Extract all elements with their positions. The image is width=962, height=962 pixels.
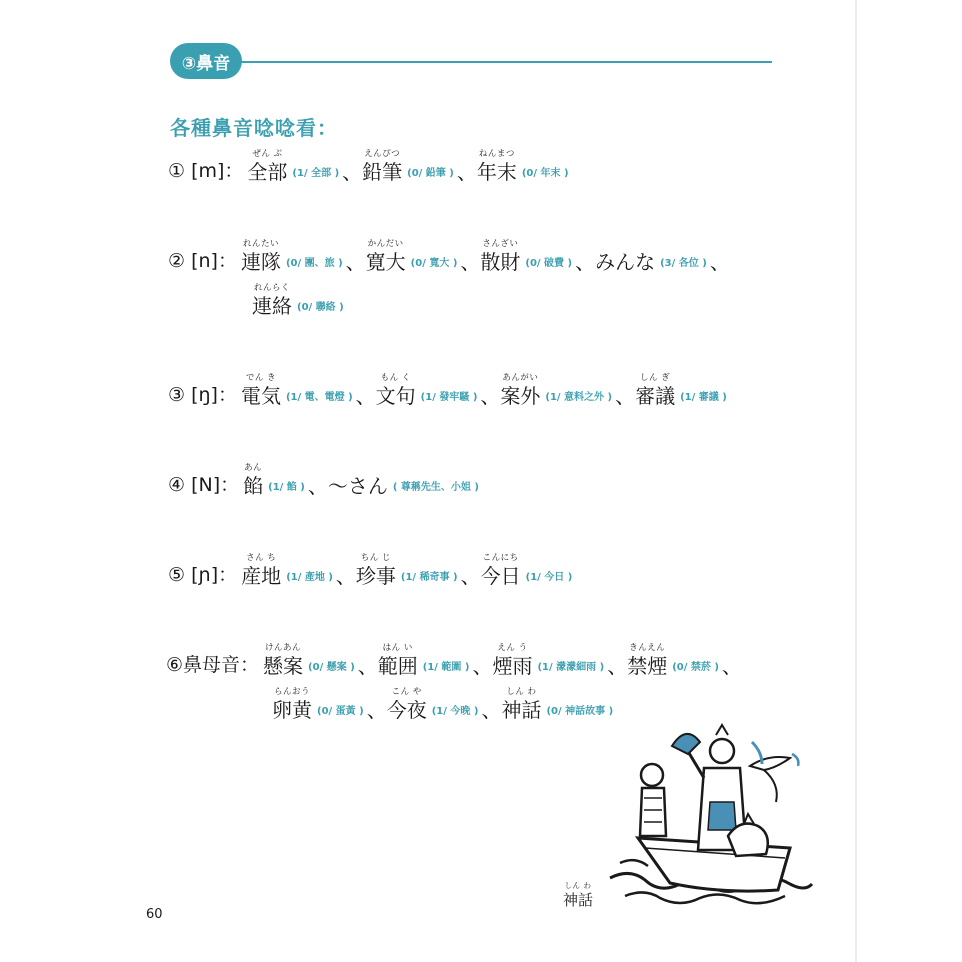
separator: 、 bbox=[480, 384, 501, 408]
word-text: 餡 bbox=[243, 474, 264, 498]
vocab-word bbox=[243, 463, 263, 498]
furigana: かんだい bbox=[367, 239, 404, 249]
word-note: (0/ 懸案 ) bbox=[308, 662, 355, 673]
vocab-word bbox=[500, 373, 540, 408]
separator: 、 bbox=[456, 160, 477, 184]
word-note: (1/ 稀奇事 ) bbox=[400, 572, 458, 583]
word-note: (1/ 發牢騷 ) bbox=[420, 392, 478, 403]
word-text: 鉛筆 bbox=[362, 160, 403, 184]
furigana: れんらく bbox=[253, 283, 290, 293]
furigana: ねんまつ bbox=[478, 149, 515, 159]
entry-line bbox=[168, 239, 730, 274]
page-number: 60 bbox=[146, 907, 163, 922]
word-text: 散財 bbox=[480, 250, 521, 274]
word-note: (0/ 蛋黃 ) bbox=[317, 706, 364, 717]
vocab-word bbox=[480, 239, 520, 274]
furigana: えん う bbox=[497, 643, 528, 653]
separator: 、 bbox=[575, 250, 596, 274]
word-text: 今夜 bbox=[386, 698, 427, 722]
entry-line bbox=[168, 463, 482, 498]
word-note: ( 尊稱先生、小姐 ) bbox=[392, 482, 479, 493]
word-text: 懸案 bbox=[263, 654, 304, 678]
word-text: 文句 bbox=[375, 384, 416, 408]
word-text: 審議 bbox=[635, 384, 676, 408]
word-text: 連絡 bbox=[252, 294, 292, 318]
entry-line bbox=[166, 643, 742, 678]
word-text: 煙雨 bbox=[492, 654, 533, 678]
caption-word: 神話 bbox=[563, 891, 594, 909]
vocab-word bbox=[263, 643, 303, 678]
word-note: (1/ 範圍 ) bbox=[422, 662, 470, 673]
vocab-word bbox=[492, 643, 532, 678]
entry-line bbox=[272, 687, 616, 722]
entry-marker: ④ [N]： bbox=[168, 474, 240, 496]
caption-furigana: しん わ bbox=[564, 881, 592, 890]
furigana: しん わ bbox=[506, 687, 537, 697]
word-text: 珍事 bbox=[355, 564, 396, 588]
entry-line bbox=[168, 149, 572, 184]
word-text: 今日 bbox=[480, 564, 521, 588]
entry-line bbox=[168, 373, 730, 408]
separator: 、 bbox=[481, 698, 502, 722]
separator: 、 bbox=[615, 384, 636, 408]
word-note: (0/ 團、旅 ) bbox=[285, 258, 343, 269]
word-text: 神話 bbox=[501, 698, 542, 722]
furigana: えんぴつ bbox=[364, 149, 401, 159]
vocab-word bbox=[376, 373, 416, 408]
word-text: みんな bbox=[595, 250, 656, 274]
vocab-word bbox=[378, 643, 418, 678]
word-text: 連隊 bbox=[240, 250, 281, 274]
word-note: (0/ 神話故事 ) bbox=[546, 706, 614, 717]
furigana: きんえん bbox=[629, 643, 666, 653]
word-text: 禁煙 bbox=[627, 654, 668, 678]
furigana: もん く bbox=[380, 373, 411, 383]
furigana: らんおう bbox=[273, 687, 310, 697]
furigana: はん い bbox=[382, 643, 413, 653]
separator: 、 bbox=[721, 654, 742, 678]
word-note: (1/ 審議 ) bbox=[680, 392, 727, 403]
separator: 、 bbox=[460, 564, 481, 588]
vocab-word bbox=[356, 553, 396, 588]
vocab-word bbox=[241, 553, 281, 588]
vocab-word bbox=[328, 463, 388, 498]
word-text: 寛大 bbox=[365, 250, 406, 274]
separator: 、 bbox=[345, 250, 366, 274]
separator: 、 bbox=[460, 250, 481, 274]
vocab-word bbox=[241, 239, 281, 274]
vocab-word bbox=[477, 149, 517, 184]
word-note: (1/ 濛濛細雨 ) bbox=[537, 662, 605, 673]
furigana: でん き bbox=[245, 373, 277, 383]
furigana: さん ち bbox=[246, 553, 277, 563]
word-note: (0/ 年末 ) bbox=[521, 168, 569, 179]
entry-line bbox=[252, 283, 347, 318]
entry-marker: ⑥鼻母音： bbox=[166, 654, 260, 676]
illustration-caption bbox=[563, 881, 593, 909]
word-note: (1/ 餡 ) bbox=[268, 482, 305, 493]
vocab-word bbox=[272, 687, 312, 722]
vocab-word bbox=[635, 373, 675, 408]
word-text: 範囲 bbox=[377, 654, 418, 678]
entry-marker: ① [m]： bbox=[168, 160, 244, 182]
word-note: (1/ 今晚 ) bbox=[431, 706, 479, 717]
separator: 、 bbox=[355, 384, 376, 408]
furigana: あん bbox=[244, 463, 263, 473]
vocab-word bbox=[366, 239, 406, 274]
word-note: (0/ 寬大 ) bbox=[410, 258, 458, 269]
word-note: (3/ 各位 ) bbox=[660, 258, 707, 269]
word-note: (1/ 今日 ) bbox=[525, 572, 573, 583]
furigana: しん ぎ bbox=[640, 373, 671, 383]
separator: 、 bbox=[335, 564, 356, 588]
vocab-word bbox=[362, 149, 402, 184]
word-note: (0/ 聯絡 ) bbox=[297, 302, 344, 313]
furigana: さんざい bbox=[482, 239, 519, 249]
separator: 、 bbox=[307, 474, 328, 498]
page-edge bbox=[855, 0, 857, 962]
word-note: (1/ 產地 ) bbox=[286, 572, 333, 583]
entry-marker: ③ [ŋ]： bbox=[168, 384, 237, 406]
furigana: ちん じ bbox=[360, 553, 391, 563]
separator: 、 bbox=[709, 250, 730, 274]
furigana: あんがい bbox=[502, 373, 539, 383]
subheading: 各種鼻音唸唸看： bbox=[170, 116, 338, 140]
vocab-word bbox=[252, 283, 292, 318]
word-text: 電気 bbox=[240, 384, 281, 408]
entry-line bbox=[168, 553, 575, 588]
word-note: (0/ 禁菸 ) bbox=[672, 662, 719, 673]
section-label: ③鼻音 bbox=[170, 43, 242, 79]
word-note: (1/ 電、電燈 ) bbox=[285, 392, 353, 403]
furigana: こん や bbox=[391, 687, 422, 697]
vocab-word bbox=[387, 687, 427, 722]
header-rule bbox=[240, 61, 772, 63]
vocab-word bbox=[595, 239, 655, 274]
separator: 、 bbox=[472, 654, 493, 678]
vocab-word bbox=[247, 149, 287, 184]
vocab-word bbox=[501, 687, 541, 722]
word-text: 年末 bbox=[476, 160, 517, 184]
separator: 、 bbox=[607, 654, 628, 678]
furigana: こんにち bbox=[482, 553, 519, 563]
word-note: (1/ 意料之外 ) bbox=[545, 392, 613, 403]
furigana: ぜん ぶ bbox=[252, 149, 283, 159]
vocab-word bbox=[241, 373, 281, 408]
word-note: (1/ 全部 ) bbox=[292, 168, 340, 179]
word-text: 卵黄 bbox=[272, 698, 312, 722]
separator: 、 bbox=[366, 698, 387, 722]
entry-marker: ② [n]： bbox=[168, 250, 237, 272]
word-text: ～さん bbox=[327, 474, 388, 498]
word-text: 産地 bbox=[241, 564, 282, 588]
word-text: 全部 bbox=[247, 160, 288, 184]
furigana: けんあん bbox=[265, 643, 302, 653]
vocab-word bbox=[481, 553, 521, 588]
separator: 、 bbox=[357, 654, 378, 678]
word-note: (0/ 破費 ) bbox=[525, 258, 573, 269]
entry-marker: ⑤ [ɲ]： bbox=[168, 564, 238, 586]
word-note: (0/ 鉛筆 ) bbox=[407, 168, 454, 179]
furigana: れんたい bbox=[242, 239, 279, 249]
mythology-boat-illustration bbox=[600, 718, 815, 913]
vocab-word bbox=[627, 643, 667, 678]
word-text: 案外 bbox=[500, 384, 541, 408]
separator: 、 bbox=[342, 160, 363, 184]
